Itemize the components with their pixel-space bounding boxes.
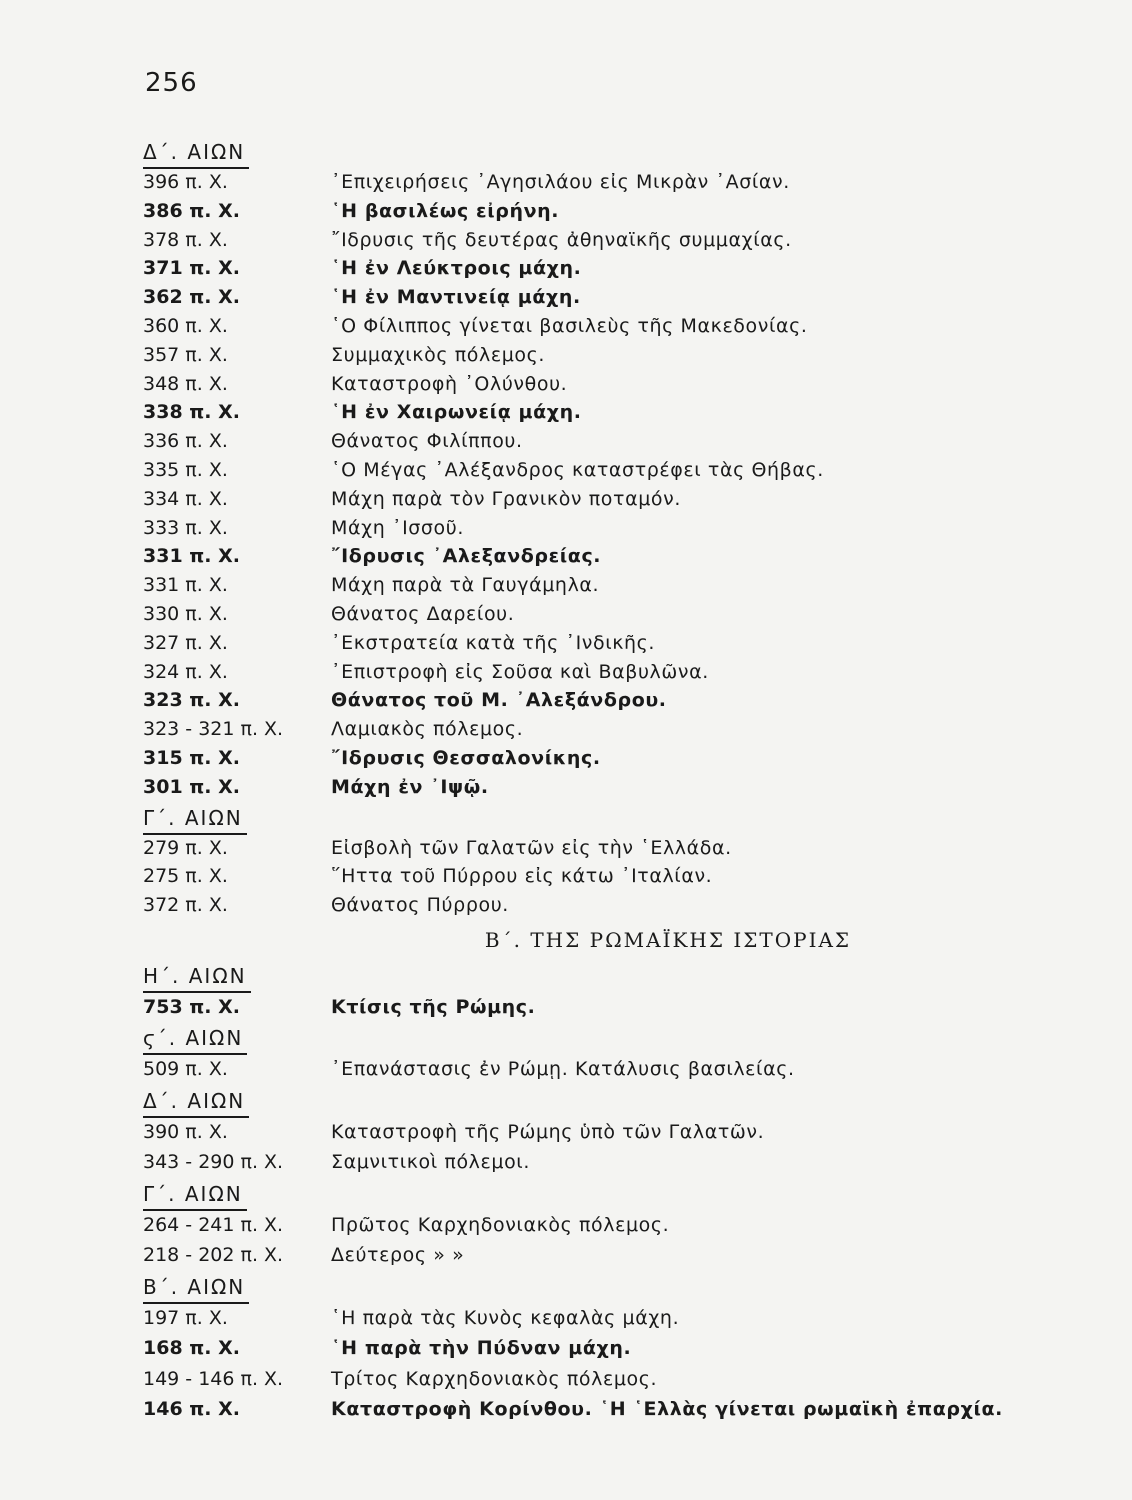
part-greek-history	[143, 136, 1043, 920]
century-header-row	[143, 1271, 1043, 1303]
timeline-entry	[143, 1303, 1043, 1334]
entry-date: 275 π. Χ.	[143, 865, 228, 888]
entry-date: 168 π. Χ.	[143, 1337, 241, 1360]
entry-date: 323 π. Χ.	[143, 689, 241, 712]
entry-event: Συμμαχικὸς πόλεμος.	[331, 343, 545, 366]
entry-event: Σαμνιτικοὶ πόλεμοι.	[331, 1151, 530, 1174]
timeline-entry	[143, 600, 1043, 629]
entry-date: 348 π. Χ.	[143, 372, 228, 395]
entry-event: ῾Η ἐν Μαντινείᾳ μάχη.	[331, 286, 581, 309]
timeline-entry	[143, 341, 1043, 370]
entry-date: 330 π. Χ.	[143, 602, 228, 625]
timeline-entry	[143, 1240, 1043, 1271]
entry-event: ῎Ιδρυσις τῆς δευτέρας ἀθηναϊκῆς συμμαχίας.	[331, 228, 792, 251]
entry-event: ῞Ηττα τοῦ Πύρρου εἰς κάτω ᾿Ιταλίαν.	[331, 865, 713, 888]
entry-event: Δεύτερος » »	[331, 1244, 465, 1267]
entry-date: 753 π. Χ.	[143, 995, 241, 1018]
entry-event: Μάχη παρὰ τὸν Γρανικὸν ποταμόν.	[331, 487, 681, 510]
timeline-entry	[143, 891, 1043, 920]
timeline-entry	[143, 658, 1043, 687]
entry-event: ῎Ιδρυσις Θεσσαλονίκης.	[331, 746, 601, 769]
entry-date: 315 π. Χ.	[143, 746, 241, 769]
timeline-entry	[143, 226, 1043, 255]
timeline-entry	[143, 427, 1043, 456]
entry-date: 301 π. Χ.	[143, 775, 241, 798]
timeline-entry	[143, 686, 1043, 715]
entry-event: Θάνατος Φιλίππου.	[331, 430, 523, 453]
entry-date: 338 π. Χ.	[143, 401, 241, 424]
timeline-entry	[143, 773, 1043, 802]
entry-date: 509 π. Χ.	[143, 1058, 228, 1081]
entry-date: 335 π. Χ.	[143, 458, 228, 481]
entry-event: ῾Η ἐν Χαιρωνείᾳ μάχη.	[331, 401, 582, 424]
timeline-entry	[143, 834, 1043, 863]
timeline-entry	[143, 1147, 1043, 1178]
timeline-entry	[143, 1210, 1043, 1241]
entry-date: 396 π. Χ.	[143, 171, 228, 193]
entry-event: ῾Ο Μέγας ᾿Αλέξανδρος καταστρέφει τὰς Θήβας.	[331, 458, 824, 481]
entry-date: 279 π. Χ.	[143, 836, 228, 859]
entry-date: 218 - 202 π. Χ.	[143, 1244, 284, 1267]
entry-date: 334 π. Χ.	[143, 487, 228, 510]
entry-event: ῎Ιδρυσις ᾿Αλεξανδρείας.	[331, 545, 602, 568]
part-roman-history	[143, 960, 1043, 1425]
entry-event: Καταστροφὴ ᾿Ολύνθου.	[331, 372, 568, 395]
entry-date: 331 π. Χ.	[143, 545, 241, 568]
entry-date: 323 - 321 π. Χ.	[143, 718, 284, 741]
timeline-entry	[143, 168, 1043, 197]
chronology-content	[143, 136, 1043, 1425]
entry-date: 146 π. Χ.	[143, 1398, 241, 1421]
entry-event: Καταστροφὴ τῆς Ρώμης ὑπὸ τῶν Γαλατῶν.	[331, 1120, 765, 1143]
century-header-row	[143, 1178, 1043, 1210]
entry-date: 327 π. Χ.	[143, 631, 228, 654]
part-title-roman-history: Β΄. ΤΗΣ ΡΩΜΑΪΚΗΣ ΙΣΤΟΡΙΑΣ	[484, 927, 852, 952]
timeline-entry	[143, 744, 1043, 773]
entry-event: Τρίτος Καρχηδονιακὸς πόλεμος.	[331, 1367, 658, 1390]
timeline-entry	[143, 1117, 1043, 1148]
timeline-entry	[143, 571, 1043, 600]
entry-event: ῾Η παρὰ τὰς Κυνὸς κεφαλὰς μάχη.	[331, 1306, 680, 1329]
entry-event: Μάχη ᾿Ισσοῦ.	[331, 516, 465, 539]
entry-date: 333 π. Χ.	[143, 516, 228, 539]
entry-event: ῾Ο Φίλιππος γίνεται βασιλεὺς τῆς Μακεδονίας.	[331, 314, 808, 337]
entry-date: 324 π. Χ.	[143, 660, 228, 683]
entry-event: ῾Η βασιλέως εἰρήνη.	[331, 199, 560, 222]
timeline-entry	[143, 485, 1043, 514]
entry-event: ᾿Επανάστασις ἐν Ρώμῃ. Κατάλυσις βασιλείας.	[331, 1058, 795, 1081]
entry-event: ῾Η παρὰ τὴν Πύδναν μάχη.	[331, 1337, 632, 1360]
entry-event: Μάχη ἐν ᾿Ιψῷ.	[331, 775, 489, 798]
timeline-entry	[143, 1333, 1043, 1364]
entry-date: 390 π. Χ.	[143, 1120, 228, 1143]
century-header-row	[143, 136, 1043, 168]
entry-event: ᾿Επιχειρήσεις ᾿Αγησιλάου εἰς Μικρὰν ᾿Ασίαν.	[331, 171, 790, 193]
century-header: Δ΄. ΑΙΩΝ	[143, 138, 249, 169]
timeline-entry	[143, 629, 1043, 658]
timeline-entry	[143, 283, 1043, 312]
timeline-entry	[143, 715, 1043, 744]
entry-event: Θάνατος Πύρρου.	[331, 894, 509, 917]
timeline-entry	[143, 992, 1043, 1023]
century-header: Γ΄. ΑΙΩΝ	[143, 1180, 247, 1211]
timeline-entry	[143, 370, 1043, 399]
century-header: Β΄. ΑΙΩΝ	[143, 1273, 249, 1304]
timeline-entry	[143, 398, 1043, 427]
entry-event: Κτίσις τῆς Ρώμης.	[331, 995, 536, 1018]
timeline-entry	[143, 514, 1043, 543]
entry-date: 343 - 290 π. Χ.	[143, 1151, 284, 1174]
entry-date: 264 - 241 π. Χ.	[143, 1213, 284, 1236]
entry-date: 386 π. Χ.	[143, 199, 241, 222]
timeline-entry	[143, 1054, 1043, 1085]
century-header: Δ΄. ΑΙΩΝ	[143, 1087, 249, 1118]
timeline-entry	[143, 197, 1043, 226]
timeline-entry	[143, 1364, 1043, 1395]
entry-date: 149 - 146 π. Χ.	[143, 1367, 284, 1390]
entry-event: ᾿Εκστρατεία κατὰ τῆς ᾿Ινδικῆς.	[331, 631, 656, 654]
entry-event: Λαμιακὸς πόλεμος.	[331, 718, 524, 741]
entry-event: ᾿Επιστροφὴ εἰς Σοῦσα καὶ Βαβυλῶνα.	[331, 660, 709, 683]
entry-date: 197 π. Χ.	[143, 1306, 228, 1329]
entry-date: 371 π. Χ.	[143, 257, 241, 280]
century-header-row	[143, 1022, 1043, 1054]
entry-event: Θάνατος Δαρείου.	[331, 602, 515, 625]
timeline-entry	[143, 862, 1043, 891]
entry-date: 372 π. Χ.	[143, 894, 228, 917]
entry-date: 378 π. Χ.	[143, 228, 228, 251]
century-header: ϛ΄. ΑΙΩΝ	[143, 1024, 247, 1055]
entry-event: Θάνατος τοῦ Μ. ᾿Αλεξάνδρου.	[331, 689, 667, 712]
entry-date: 362 π. Χ.	[143, 286, 241, 309]
entry-date: 360 π. Χ.	[143, 314, 228, 337]
timeline-entry	[143, 254, 1043, 283]
entry-event: Εἰσβολὴ τῶν Γαλατῶν εἰς τὴν ῾Ελλάδα.	[331, 836, 732, 859]
timeline-entry	[143, 312, 1043, 341]
entry-date: 331 π. Χ.	[143, 574, 228, 597]
entry-event: Πρῶτος Καρχηδονιακὸς πόλεμος.	[331, 1213, 670, 1236]
entry-event: Καταστροφὴ Κορίνθου. ῾Η ῾Ελλὰς γίνεται ρωμαϊκὴ ἐπαρχία.	[331, 1398, 1003, 1421]
timeline-entry	[143, 456, 1043, 485]
entry-event: Μάχη παρὰ τὰ Γαυγάμηλα.	[331, 574, 600, 597]
entry-date: 336 π. Χ.	[143, 430, 228, 453]
entry-date: 357 π. Χ.	[143, 343, 228, 366]
century-header-row	[143, 802, 1043, 834]
timeline-entry	[143, 542, 1043, 571]
entry-event: ῾Η ἐν Λεύκτροις μάχη.	[331, 257, 582, 280]
page-number: 256	[145, 68, 198, 98]
timeline-entry	[143, 1394, 1043, 1425]
century-header-row	[143, 1085, 1043, 1117]
century-header-row	[143, 960, 1043, 992]
century-header: Γ΄. ΑΙΩΝ	[143, 804, 247, 835]
century-header: Η΄. ΑΙΩΝ	[143, 962, 251, 993]
